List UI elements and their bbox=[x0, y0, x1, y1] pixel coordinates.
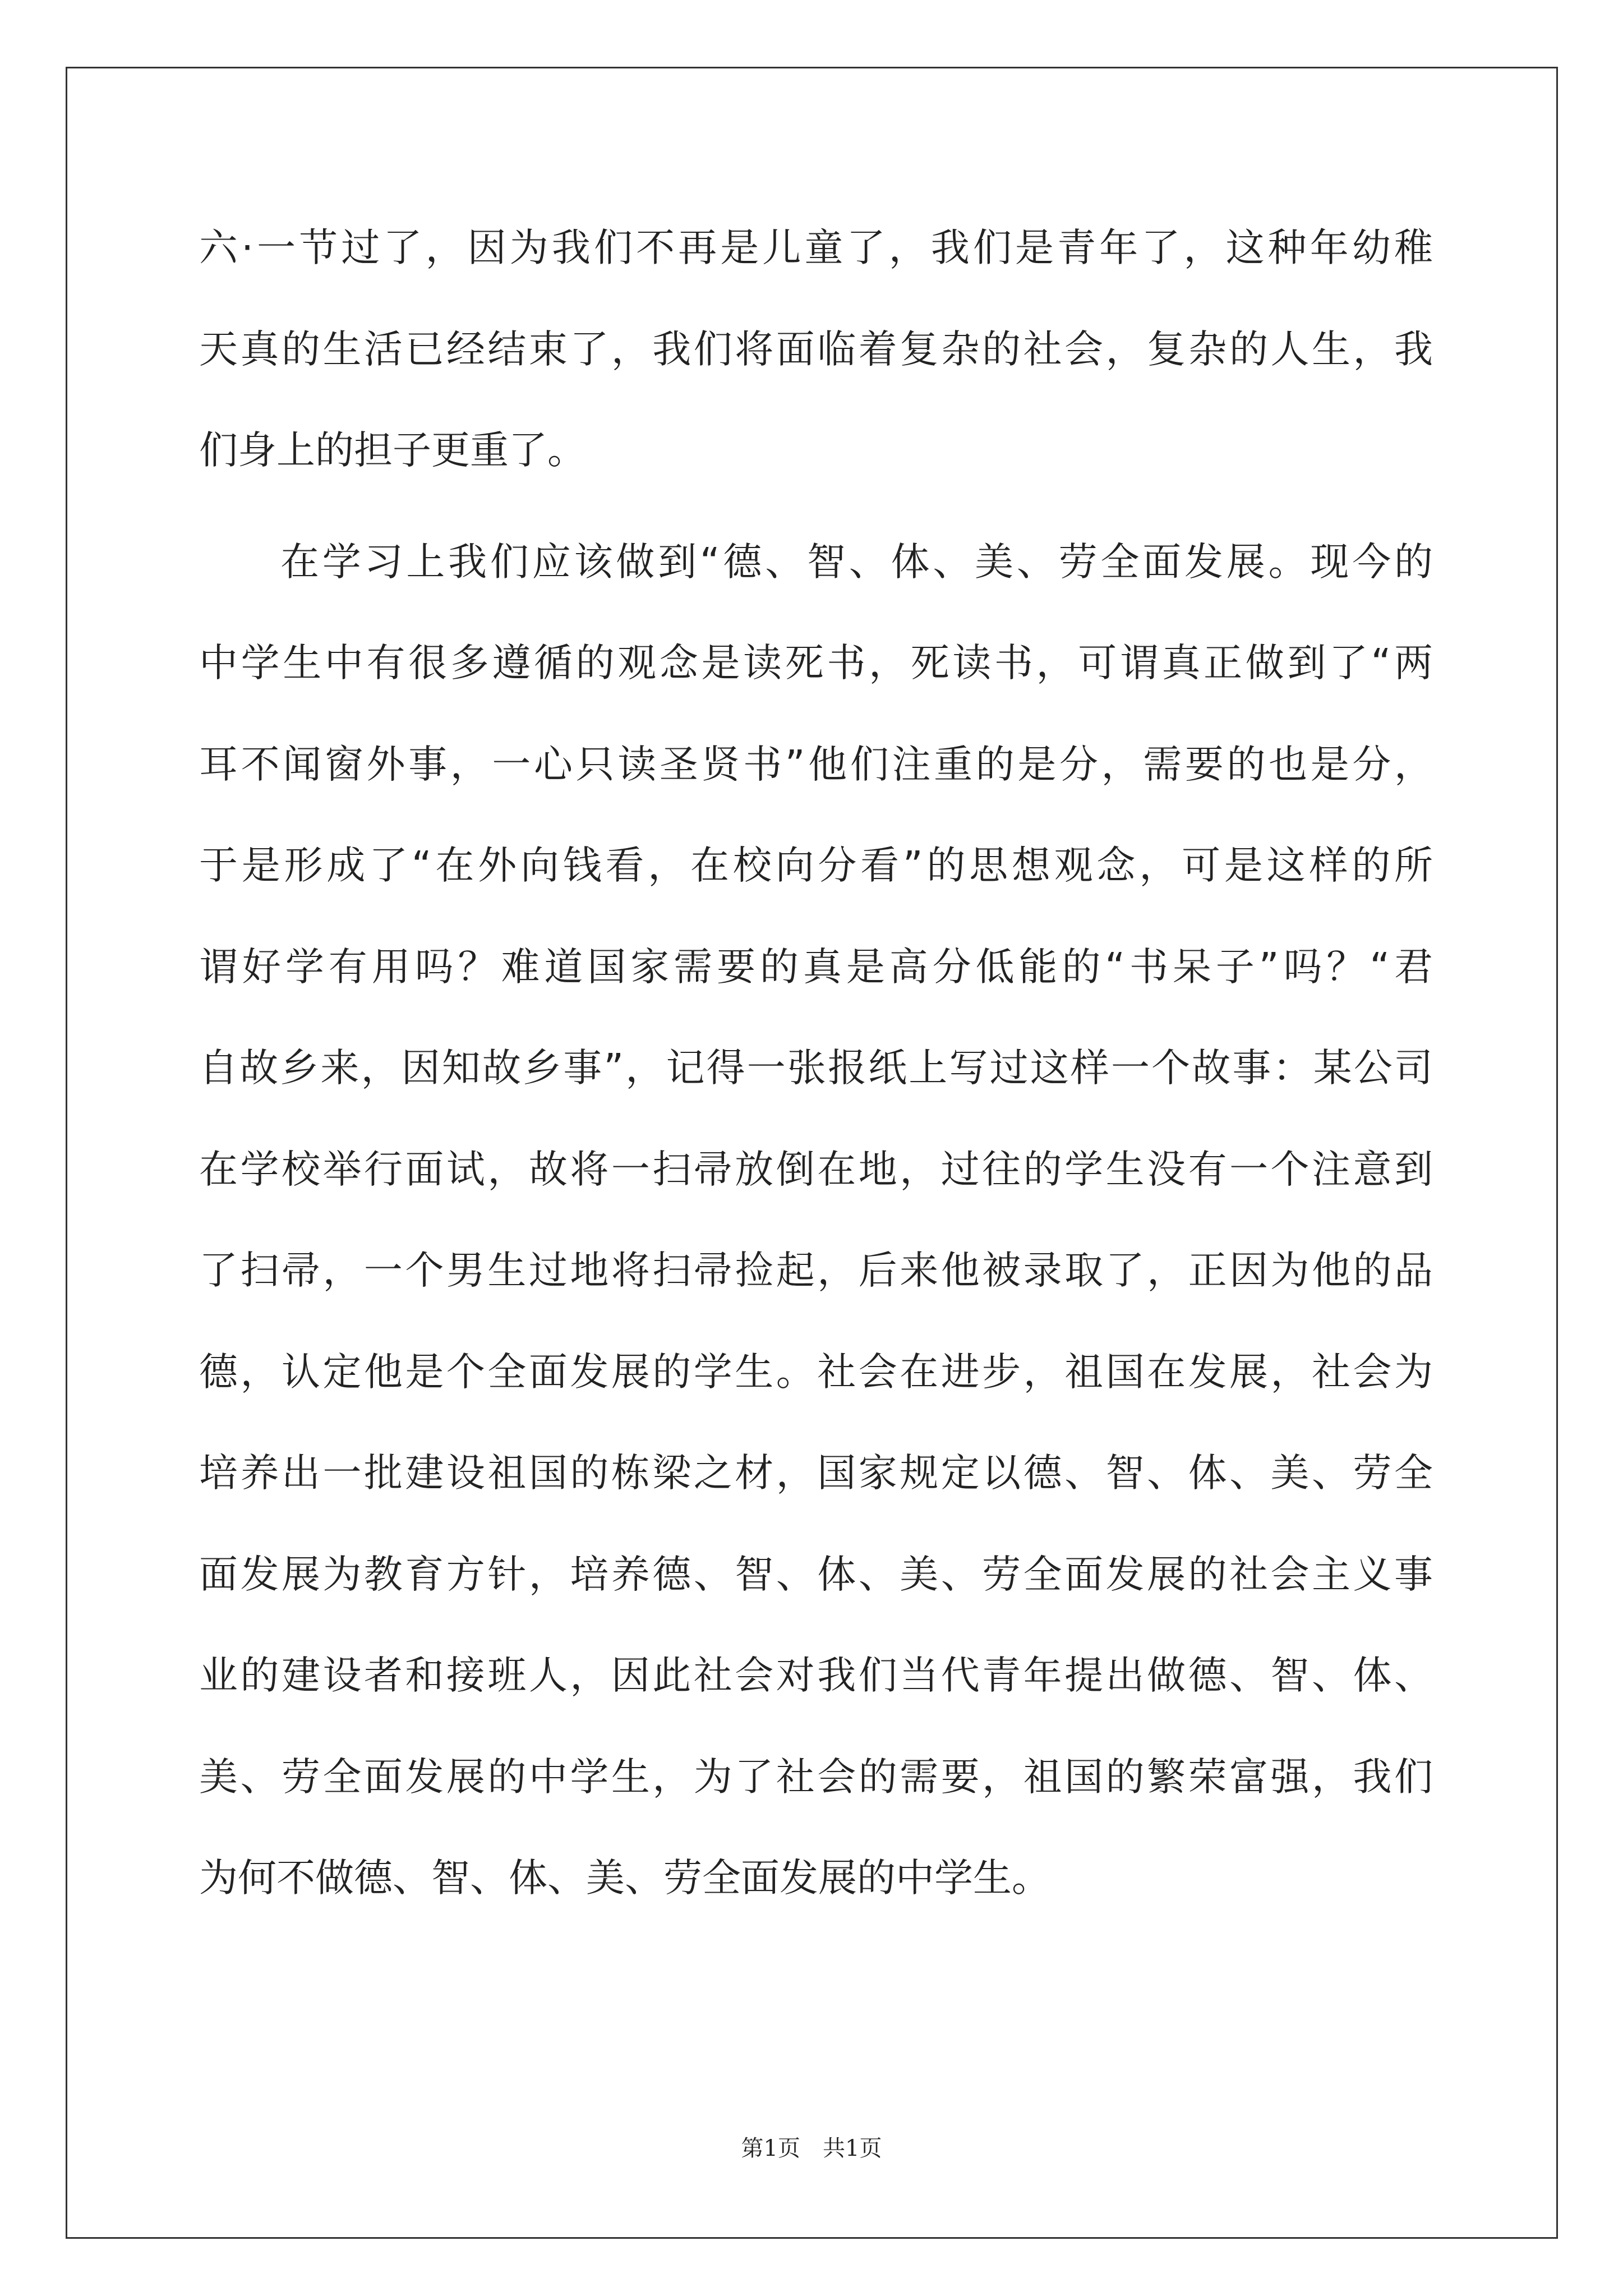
paragraph-1 bbox=[199, 197, 1433, 501]
text-line: 德，认定他是个全面发展的学生。社会在进步，祖国在发展，社会为 bbox=[199, 1349, 1433, 1395]
text-line: 了扫帚，一个男生过地将扫帚捡起，后来他被录取了，正因为他的品 bbox=[199, 1248, 1433, 1293]
document-body bbox=[199, 197, 1433, 1929]
paragraph-2 bbox=[199, 512, 1433, 1929]
text-line: 美、劳全面发展的中学生，为了社会的需要，祖国的繁荣富强，我们 bbox=[199, 1754, 1433, 1800]
text-line: 自故乡来，因知故乡事”，记得一张报纸上写过这样一个故事：某公司 bbox=[199, 1046, 1433, 1091]
text-line: 们身上的担子更重了。 bbox=[199, 428, 586, 473]
text-line: 中学生中有很多遵循的观念是读死书，死读书，可谓真正做到了“两 bbox=[199, 641, 1433, 685]
text-line: 培养出一批建设祖国的栋梁之材，国家规定以德、智、体、美、劳全 bbox=[199, 1451, 1433, 1496]
text-line: 在学习上我们应该做到“德、智、体、美、劳全面发展。现今的 bbox=[280, 539, 1433, 585]
text-line: 为何不做德、智、体、美、劳全面发展的中学生。 bbox=[199, 1856, 1050, 1901]
page-footer bbox=[0, 2131, 1623, 2162]
text-line: 在学校举行面试，故将一扫帚放倒在地，过往的学生没有一个注意到 bbox=[199, 1147, 1433, 1192]
text-line: 天真的生活已经结束了，我们将面临着复杂的社会，复杂的人生，我 bbox=[199, 326, 1433, 372]
text-line: 六·一节过了，因为我们不再是儿童了，我们是青年了，这种年幼稚 bbox=[199, 226, 1433, 270]
page-number: 第1页 共1页 bbox=[741, 2136, 882, 2161]
text-line: 耳不闻窗外事，一心只读圣贤书”他们注重的是分，需要的也是分， bbox=[199, 742, 1433, 787]
text-line: 谓好学有用吗？难道国家需要的真是高分低能的“书呆子”吗？“君 bbox=[199, 944, 1433, 990]
text-line: 面发展为教育方针，培养德、智、体、美、劳全面发展的社会主义事 bbox=[199, 1552, 1433, 1597]
text-line: 于是形成了“在外向钱看，在校向分看”的思想观念，可是这样的所 bbox=[199, 843, 1433, 888]
text-line: 业的建设者和接班人，因此社会对我们当代青年提出做德、智、体、 bbox=[199, 1653, 1433, 1698]
